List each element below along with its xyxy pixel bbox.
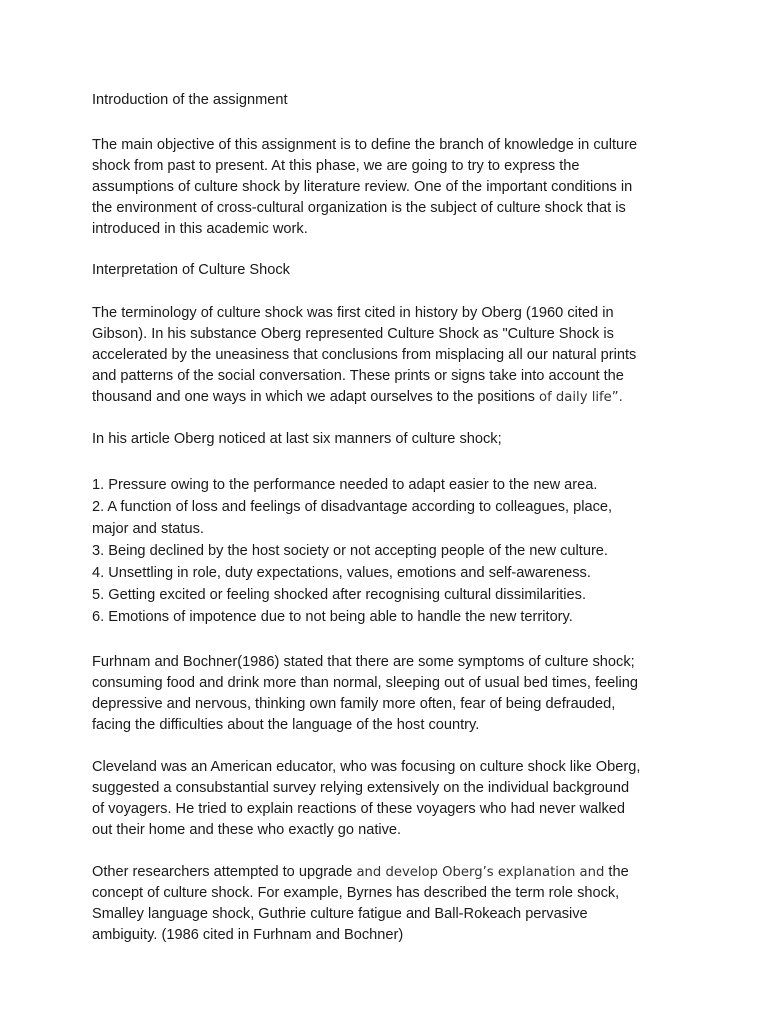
furnham-line: depressive and nervous, thinking own family more often, fear of being defrauded, bbox=[92, 696, 616, 712]
intro-line: assumptions of culture shock by literature review. One of the important conditions in bbox=[92, 179, 633, 195]
intro-line: shock from past to present. At this phase, we are going to try to express the bbox=[92, 158, 580, 174]
list-item: 3. Being declined by the host society or not accepting people of the new culture. bbox=[92, 543, 608, 559]
list-item: 1. Pressure owing to the performance needed to adapt easier to the new area. bbox=[92, 477, 598, 493]
furnham-line: consuming food and drink more than normal, sleeping out of usual bed times, feeling bbox=[92, 675, 638, 691]
others-line-first: Other researchers attempted to upgrade and develop Oberg’s explanation and the bbox=[92, 864, 629, 880]
cleveland-line: Cleveland was an American educator, who was focusing on culture shock like Oberg, bbox=[92, 759, 641, 775]
paragraph-furnham bbox=[92, 652, 692, 736]
furnham-line: Furhnam and Bochner(1986) stated that there are some symptoms of culture shock; bbox=[92, 654, 635, 670]
others-line: concept of culture shock. For example, Byrnes has described the term role shock, bbox=[92, 885, 620, 901]
intro-line: the environment of cross-cultural organization is the subject of culture shock that is bbox=[92, 200, 626, 216]
list-item: 5. Getting excited or feeling shocked after recognising cultural dissimilarities. bbox=[92, 587, 586, 603]
interp-line: The terminology of culture shock was first cited in history by Oberg (1960 cited in bbox=[92, 305, 614, 321]
manners-list bbox=[92, 474, 692, 628]
furnham-line: facing the difficulties about the language of the host country. bbox=[92, 717, 480, 733]
list-item: 2. A function of loss and feelings of disadvantage according to colleagues, place, bbox=[92, 499, 613, 515]
list-item: 6. Emotions of impotence due to not being able to handle the new territory. bbox=[92, 609, 573, 625]
interp-line-last: thousand and one ways in which we adapt ourselves to the positions of daily life”. bbox=[92, 389, 623, 405]
interp-line: Gibson). In his substance Oberg represented Culture Shock as "Culture Shock is bbox=[92, 326, 614, 342]
heading-interpretation: Interpretation of Culture Shock bbox=[92, 262, 290, 278]
interp-line: accelerated by the uneasiness that conclusions from misplacing all our natural prints bbox=[92, 347, 637, 363]
paragraph-introduction bbox=[92, 135, 692, 240]
intro-line: The main objective of this assignment is to define the branch of knowledge in culture bbox=[92, 137, 638, 153]
cleveland-line: out their home and these who exactly go native. bbox=[92, 822, 402, 838]
cleveland-line: of voyagers. He tried to explain reactions of these voyagers who had never walked bbox=[92, 801, 625, 817]
paragraph-interpretation bbox=[92, 303, 692, 408]
others-line: ambiguity. (1986 cited in Furhnam and Bochner) bbox=[92, 927, 404, 943]
intro-line: introduced in this academic work. bbox=[92, 221, 308, 237]
list-item: major and status. bbox=[92, 521, 204, 537]
list-item: 4. Unsettling in role, duty expectations, values, emotions and self-awareness. bbox=[92, 565, 591, 581]
cleveland-line: suggested a consubstantial survey relying extensively on the individual background bbox=[92, 780, 630, 796]
paragraph-manners-intro: In his article Oberg noticed at last six manners of culture shock; bbox=[92, 431, 502, 447]
others-line: Smalley language shock, Guthrie culture fatigue and Ball-Rokeach pervasive bbox=[92, 906, 588, 922]
paragraph-cleveland bbox=[92, 757, 692, 841]
quote-tail: of daily life”. bbox=[539, 390, 623, 405]
heading-introduction: Introduction of the assignment bbox=[92, 92, 288, 108]
paragraph-others bbox=[92, 862, 692, 946]
interp-line: and patterns of the social conversation. These prints or signs take into account the bbox=[92, 368, 624, 384]
